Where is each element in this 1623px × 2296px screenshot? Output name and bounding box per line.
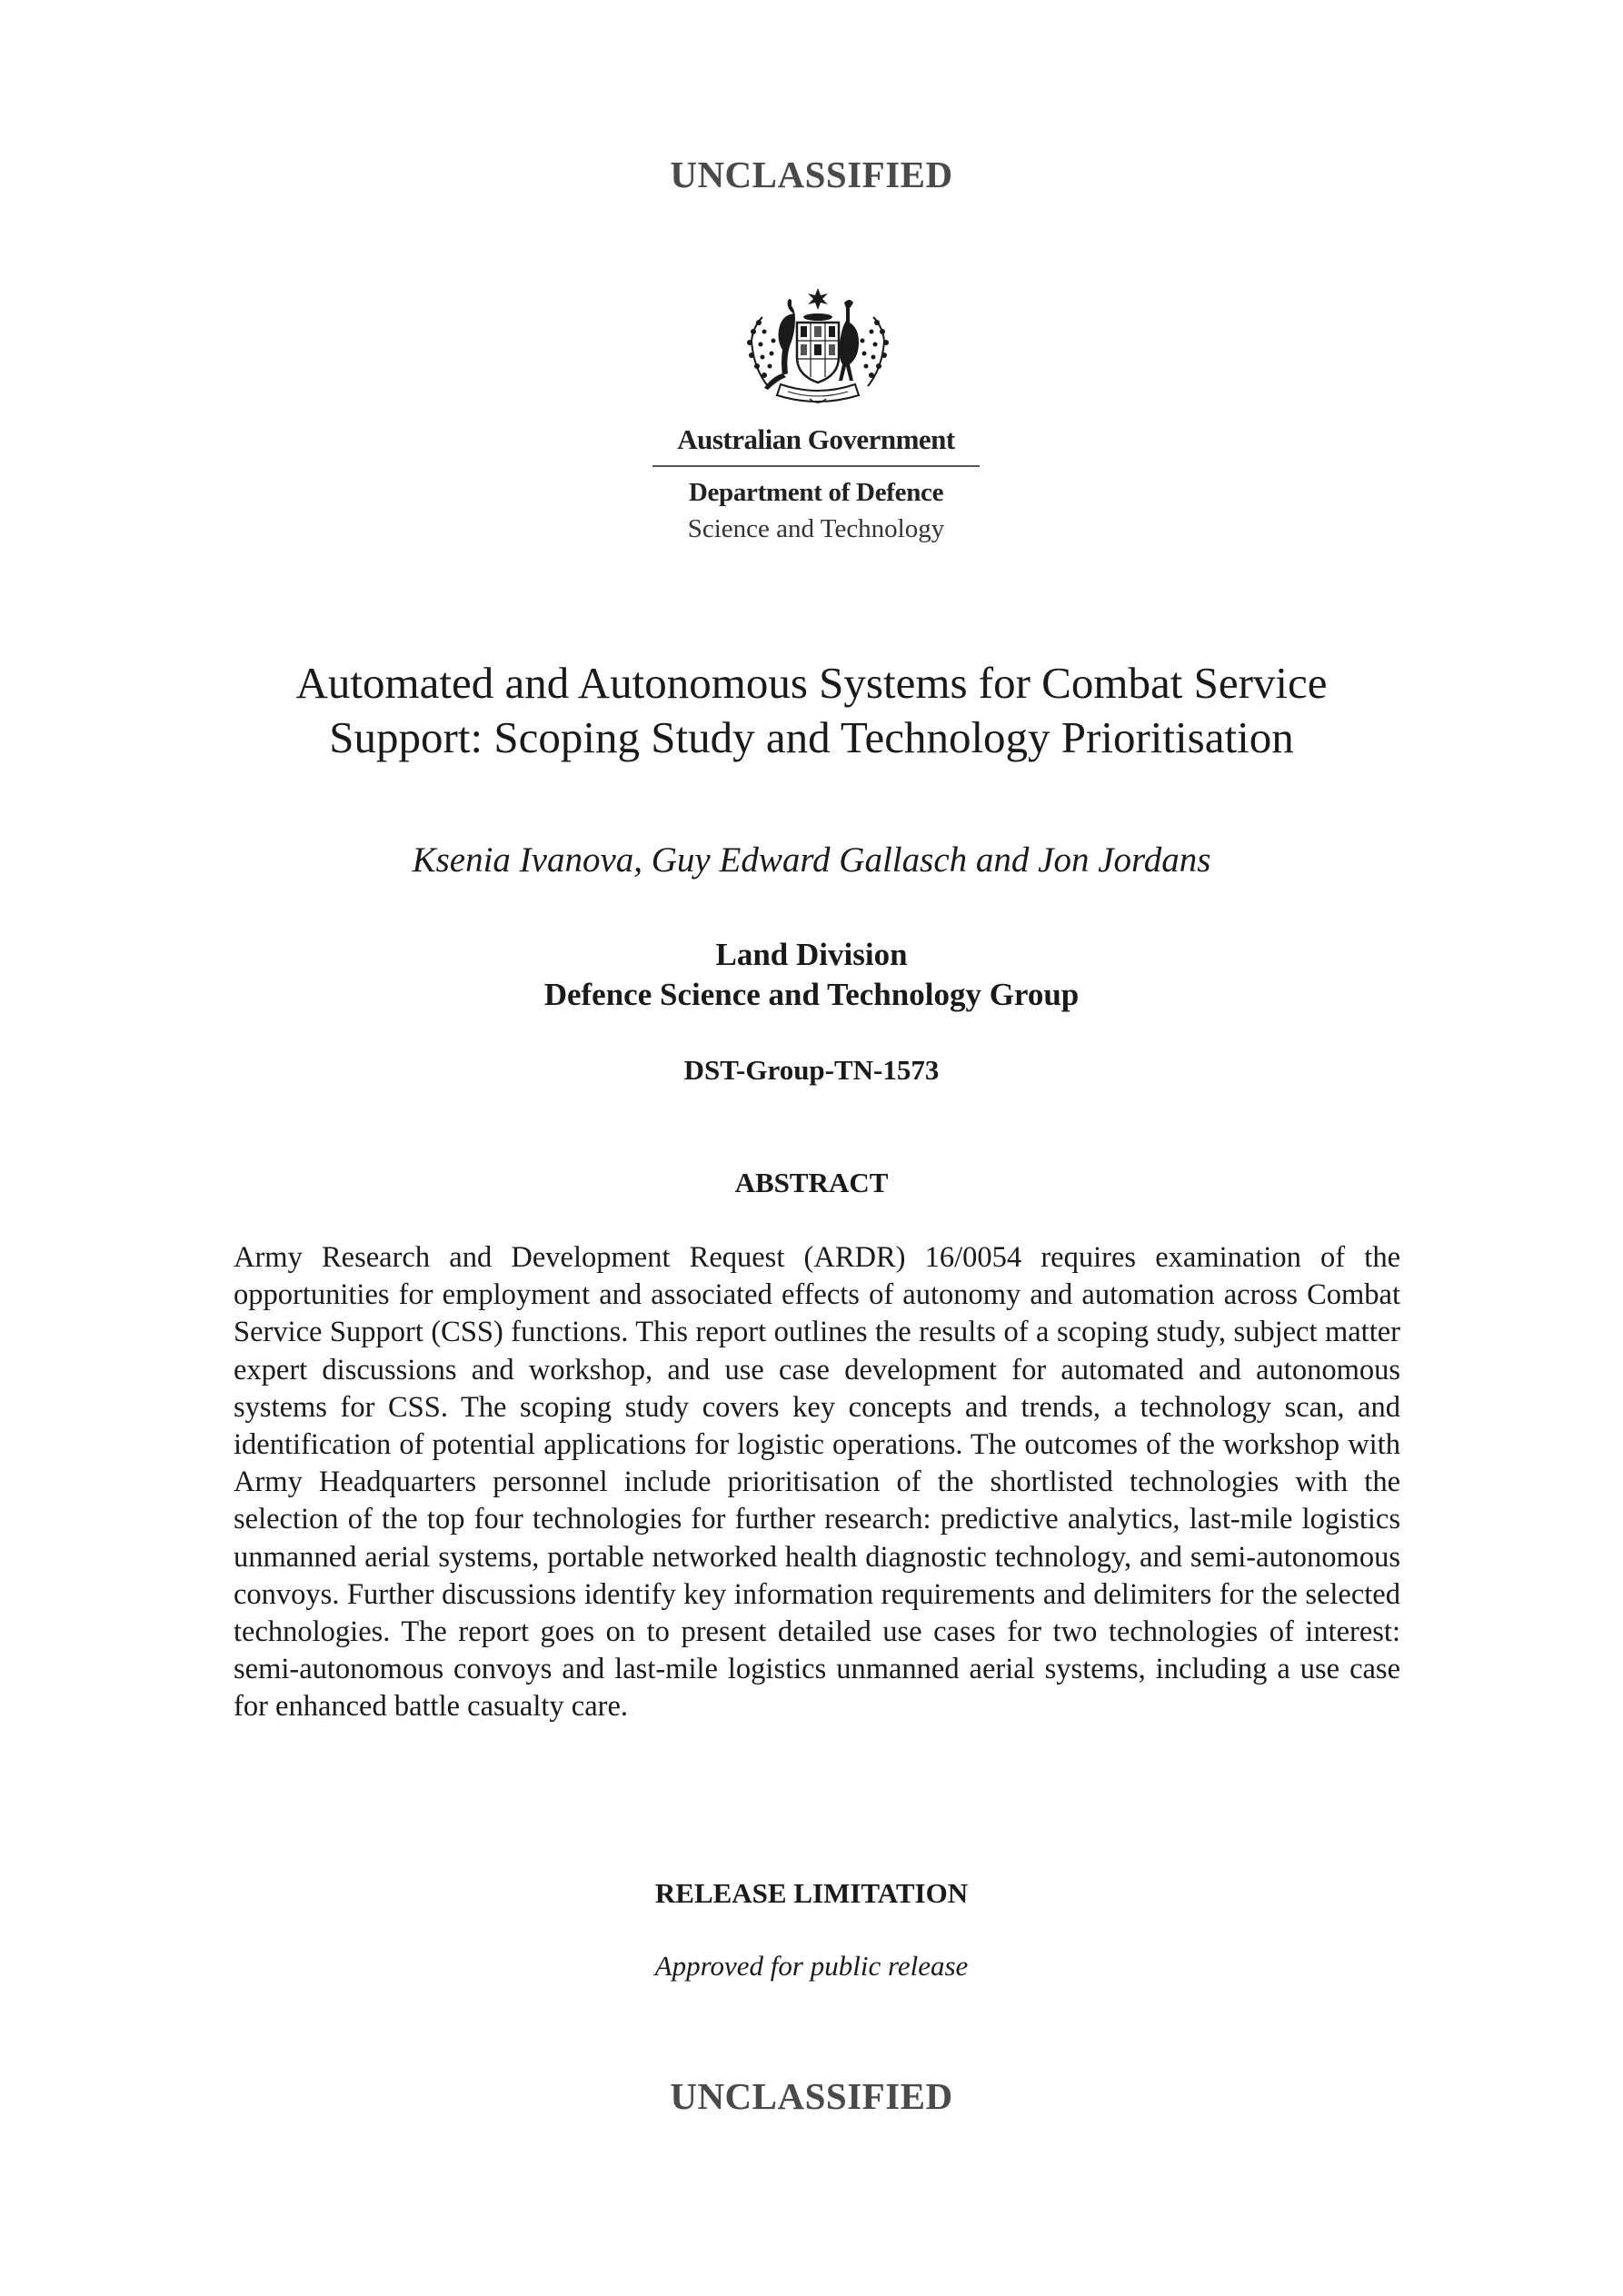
report-title-line-2: Support: Scoping Study and Technology Prioritisation [329,712,1294,762]
abstract-text: Army Research and Development Request (ARDR) 16/0054 requires examination of the opportunities for employment and associated effects of autonomy and automation across Combat Service Support (CSS) functions. This report outlines the results of a scoping study, subject matter expert discussions and workshop, and use case development for automated and autonomous systems for CSS. The scoping study covers key concepts and trends, a technology scan, and identification of potential applications for logistic operations. The outcomes of the workshop with Army Headquarters personnel include prioritisation of the shortlisted technologies with the selection of the top four technologies for further research: predictive analytics, last-mile logistics unmanned aerial systems, portable networked health diagnostic technology, and semi-autonomous convoys. Further discussions identify key information requirements and delimiters for the selected technologies. The report goes on to present detailed use cases for two technologies of interest: semi-autonomous convoys and last-mile logistics unmanned aerial systems, including a use case for enhanced battle casualty care. [234,1241,1400,1724]
division-name: Land Division [715,937,908,972]
commonwealth-star-icon [808,288,828,310]
release-limitation-text: Approved for public release [654,1950,969,1982]
government-name: Australian Government [677,423,955,455]
report-title-line-1: Automated and Autonomous Systems for Combat Service [295,658,1328,708]
government-logo-block [652,420,980,547]
classification-header: UNCLASSIFIED [670,154,953,195]
report-title [182,656,1441,765]
division-block [0,935,1623,1015]
report-authors: Ksenia Ivanova, Guy Edward Gallasch and Jon Jordans [412,840,1211,880]
report-number: DST-Group-TN-1573 [683,1054,940,1086]
abstract-heading: ABSTRACT [734,1167,889,1198]
coat-of-arms-icon [732,286,904,412]
organisation-name: Defence Science and Technology Group [543,977,1080,1012]
sub-department-name: Science and Technology [687,514,945,543]
classification-footer: UNCLASSIFIED [670,2075,953,2117]
logo-divider [652,465,980,467]
department-name: Department of Defence [688,478,944,507]
release-limitation-heading: RELEASE LIMITATION [654,1877,969,1909]
